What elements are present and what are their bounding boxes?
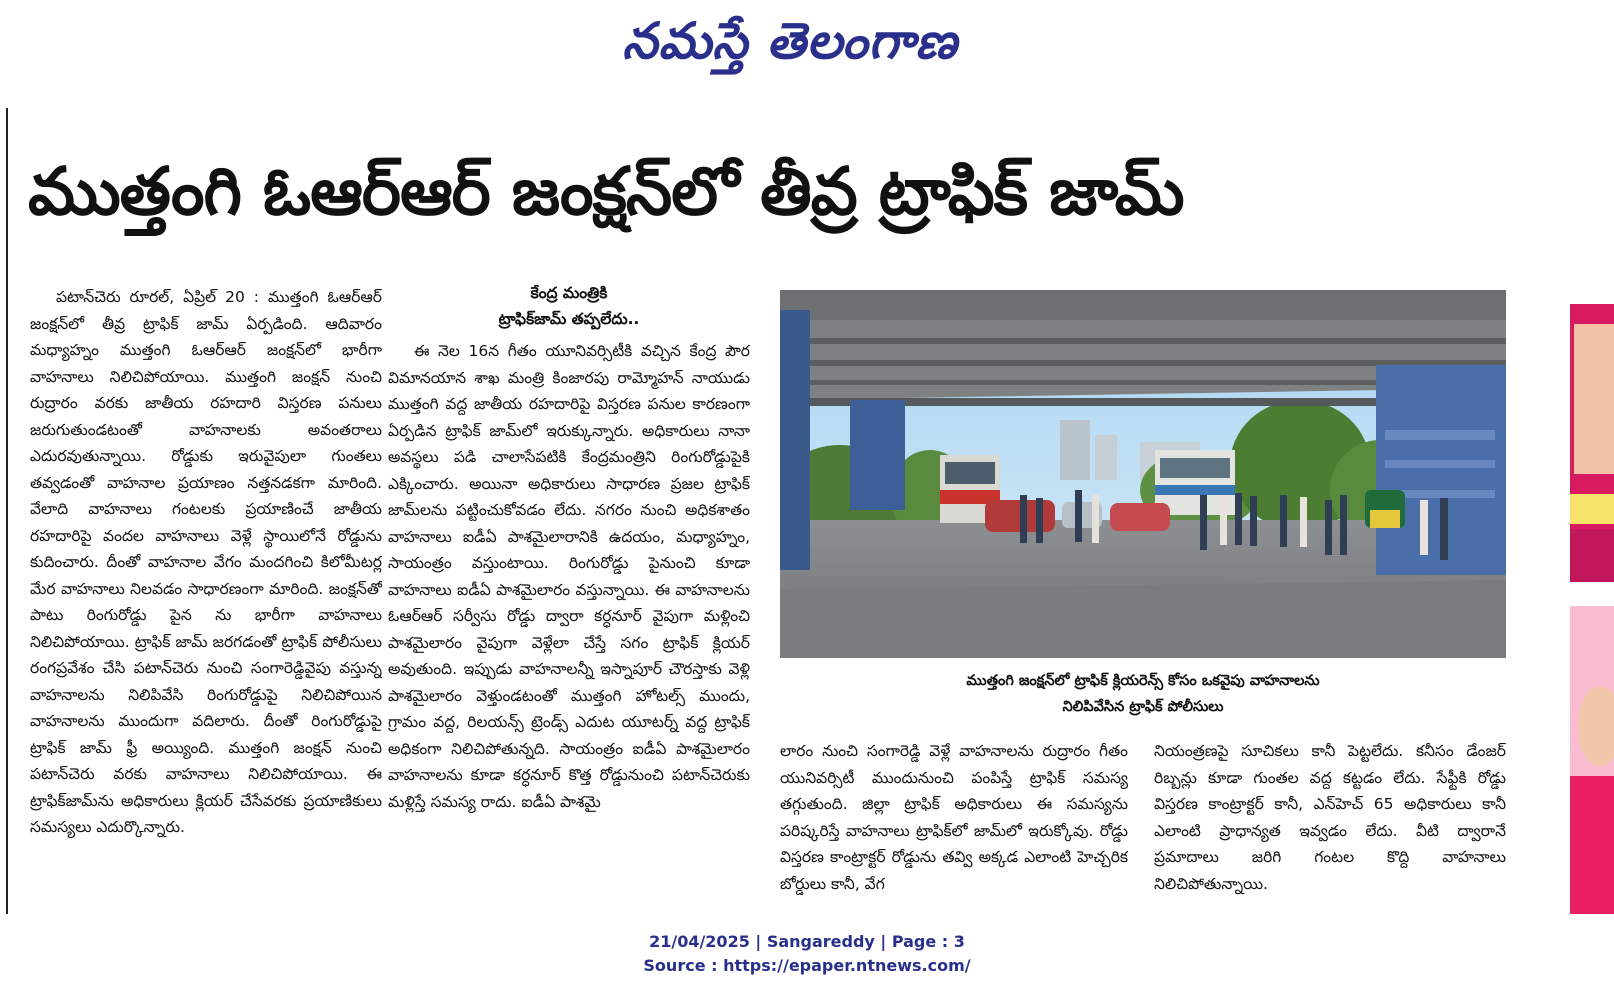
traffic-scene-photo	[780, 290, 1506, 658]
caption-line: ముత్తంగి జంక్షన్‌లో ట్రాఫిక్ క్లియరెన్స్ కోసం ఒకవైపు వాహనాలను	[966, 673, 1320, 689]
column-divider	[6, 108, 8, 914]
article-paragraph: నియంత్రణపై సూచికలు కానీ పెట్టలేదు. కనీసం డేంజర్ రిబ్బన్లు కూడా గుంతల వద్ద కట్టడం లేదు. సేఫ్టీకి రోడ్డు విస్తరణ కాంట్రాక్టర్ కానీ, ఎన్‌హెచ్ 65 అధికారులు కానీ ఎలాంటి ప్రాధాన్యత ఇవ్వడం లేదు. వీటి ద్వారానే ప్రమాదాలు జరిగి గంటల కొద్ది వాహనాలు నిలిచిపోతున్నాయి.	[1154, 742, 1506, 893]
news-photo	[780, 290, 1506, 658]
article-column-3	[780, 738, 1128, 914]
ad-image	[1570, 304, 1614, 582]
article-headline: ముత్తంగి ఓఆర్ఆర్ జంక్షన్‌లో తీవ్ర ట్రాఫిక్ జామ్	[28, 153, 1184, 230]
article-paragraph: లారం నుంచి సంగారెడ్డి వెళ్లే వాహనాలను రుద్రారం గీతం యునివర్సిటీ ముందునుంచి పంపిస్తే ట్రాఫిక్ సమస్య తగ్గుతుంది. జిల్లా ట్రాఫిక్ అధికారులు ఈ సమస్యను పరిష్కరిస్తే వాహనాలు ట్రాఫిక్‌లో జామ్‌లో ఇరుక్కోవు. రోడ్డు విస్తరణ కాంట్రాక్టర్ రోడ్డును తవ్వి అక్కడ ఎలాంటి హెచ్చరిక బోర్డులు కానీ, వేగ	[780, 742, 1128, 893]
footer-source-line: Source : https://epaper.ntnews.com/	[643, 956, 971, 975]
side-advertisement	[1570, 606, 1614, 914]
article-paragraph: ఈ నెల 16న గీతం యూనివర్సిటీకి వచ్చిన కేంద్ర పౌర విమానయాన శాఖ మంత్రి కింజారపు రామ్మోహన్ నాయుడు ముత్తంగి వద్ద జాతీయ రహదారిపై విస్తరణ పనుల కారణంగా ఏర్పడిన ట్రాఫిక్ జామ్‌లో ఇరుక్కున్నారు. అధికారులు నానా అవస్థలు పడి చాలాసేపటికి కేంద్రమంత్రిని రింగురోడ్డుపైకి ఎక్కించారు. అయినా అధికారులు సాధారణ ప్రజల ట్రాఫిక్ జామ్‌లను పట్టించుకోవడం లేదు. నగరం నుంచి అధికశాతం వాహనాలు ఐడీఏ పాశమైలారానికి ఉదయం, మధ్యాహ్నం, సాయంత్రం వస్తుంటాయి. రింగురోడ్డు పైనుంచి కూడా వాహనాలు ఐడీఏ పాశమైలారం వస్తున్నాయి. ఈ వాహనాలను ఓఆర్ఆర్ సర్వీసు రోడ్డు ద్వారా కర్ధనూర్ వైపుగా మళ్లించి పాశమైలారం వైపుగా వెళ్లేలా చేస్తే సగం ట్రాఫిక్ క్లియర్ అవుతుంది. ఇప్పుడు వాహనాలన్నీ ఇస్నాపూర్ చౌరస్తాకు వెళ్లి పాశమైలారం వెళ్తుండటంతో ముత్తంగి హోటల్స్ ముందు, గ్రామం వద్ద, రిలయన్స్ ట్రెండ్స్ ఎదుట యూటర్న్ వద్ద ట్రాఫిక్ అధికంగా నిలిచిపోతున్నది. సాయంత్రం ఐడీఏ పాశమైలారం వాహనాలను కూడా కర్ధనూర్ కొత్త రోడ్డునుంచి పటాన్‌చెరుకు మళ్లిస్తే సమస్య రాదు. ఐడీఏ పాశమై	[388, 342, 750, 811]
photo-caption	[780, 668, 1506, 720]
footer-date-line: 21/04/2025 | Sangareddy | Page : 3	[649, 932, 965, 951]
subheading-line: ట్రాఫిక్‌జామ్ తప్పలేదు..	[498, 310, 640, 328]
masthead-logo: నమస్తే తెలంగాణ	[622, 12, 958, 70]
article-column-1	[30, 284, 382, 912]
article-paragraph: పటాన్‌చెరు రూరల్, ఏప్రిల్ 20 : ముత్తంగి ఓఆర్ఆర్ జంక్షన్‌లో తీవ్ర ట్రాఫిక్ జామ్ ఏర్పడింది. ఆదివారం మధ్యాహ్నం ముత్తంగి ఓఆర్ఆర్ జంక్షన్‌లో భారీగా వాహనాలు నిలిచిపోయాయి. ముత్తంగి జంక్షన్ నుంచి రుద్రారం వరకు జాతీయ రహదారి విస్తరణ పనులు జరుగుతుండటంతో వాహనాలకు అవంతరాలు ఎదురవుతున్నాయి. రోడ్డుకు ఇరువైపులా గుంతలు తవ్వడంతో వాహనాల ప్రయాణం నత్తనడకగా మారింది. వేలాది వాహనాలు గంటలకు ప్రయాణించే జాతీయ రహదారిపై వందల వాహనాలు వెళ్లే స్థాయిలోనే రోడ్డును కుదించారు. దీంతో వాహనాల వేగం మందగించి కిలోమీటర్ల మేర వాహనాలు నిలవడం సాధారణంగా మారింది. జంక్షన్‌తో పాటు రింగురోడ్డు పైన ను భారీగా వాహనాలు నిలిచిపోయాయి. ట్రాఫిక్ జామ్ జరగడంతో ట్రాఫిక్ పోలీసులు రంగప్రవేశం చేసి పటాన్‌చెరు నుంచి సంగారెడ్డివైపు వస్తున్న వాహనాలను నిలిపివేసి రింగురోడ్డుపై నిలిచిపోయిన వాహనాలను ముందుగా వదిలారు. దీంతో రింగురోడ్డుపై ట్రాఫిక్ జామ్ ఫ్రీ అయ్యింది. ముత్తంగి జంక్షన్ నుంచి పటాన్‌చెరు వరకు వాహనాలు నిలిచిపోయాయి. ఈ ట్రాఫిక్‌జామ్‌ను అధికారులు క్లియర్ చేసేవరకు ప్రయాణికులు సమస్యలు ఎదుర్కొన్నారు.	[30, 288, 382, 836]
side-advertisement	[1570, 304, 1614, 582]
subheading-line: కేంద్ర మంత్రికి	[530, 284, 608, 302]
article-subheading	[388, 280, 750, 332]
caption-line: నిలిపివేసిన ట్రాఫిక్ పోలీసులు	[1062, 699, 1224, 715]
article-column-4	[1154, 738, 1506, 914]
ad-image	[1570, 606, 1614, 914]
article-column-2	[388, 338, 750, 912]
